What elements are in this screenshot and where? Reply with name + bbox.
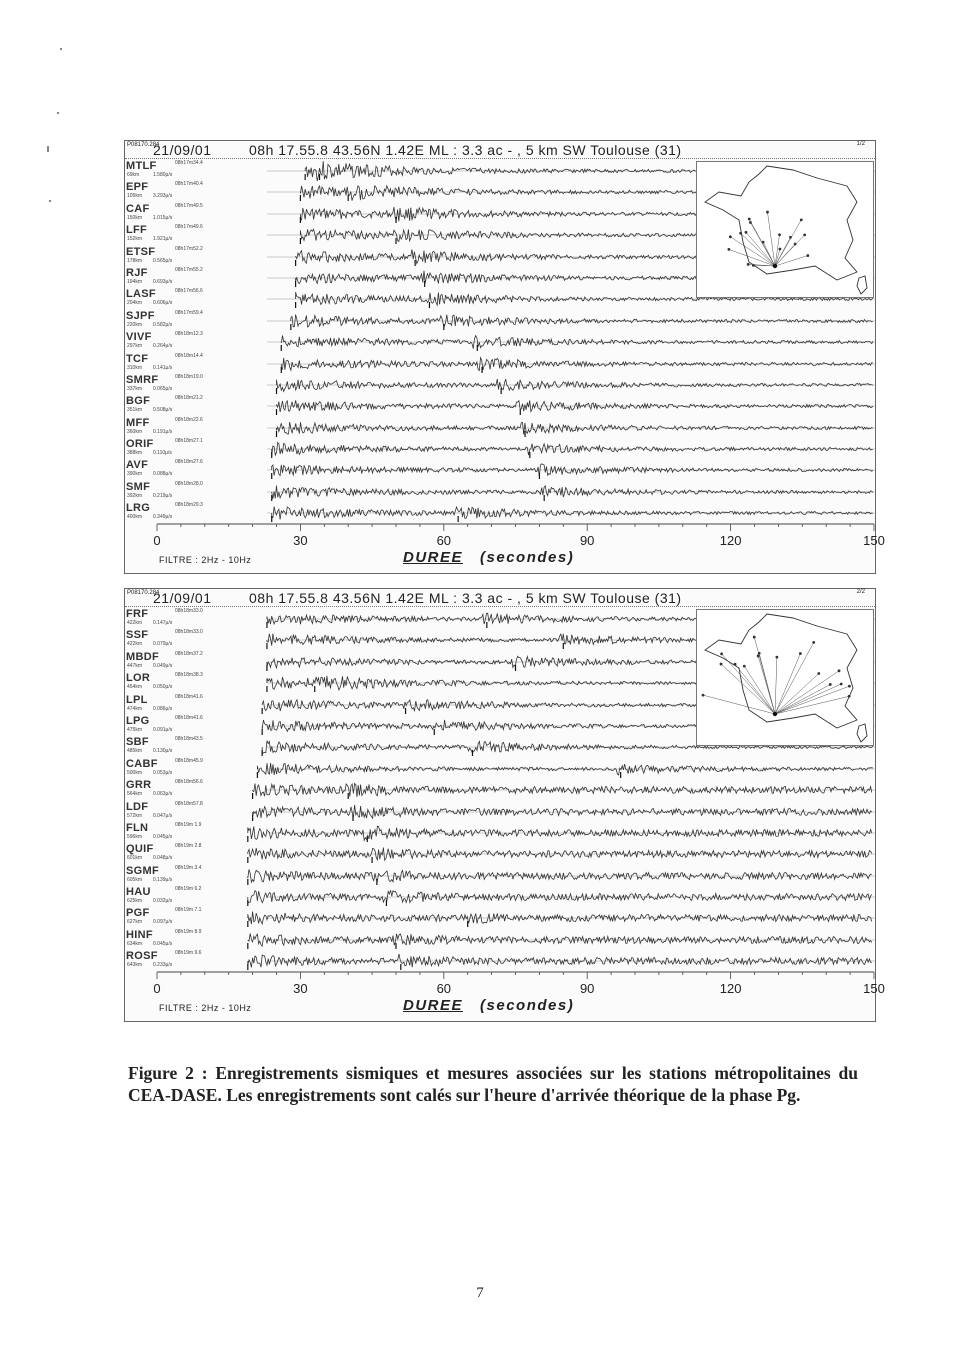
station-amplitude: 0.097μ/s [153, 919, 173, 926]
tick-label: 60 [436, 981, 452, 996]
time-axis [125, 523, 885, 575]
origin-id: P08170.284 [127, 590, 160, 596]
station-amplitude: 0.219μ/s [153, 492, 173, 499]
arrival-time: 08h19m 6.2 [175, 886, 202, 893]
station-row [125, 949, 875, 970]
tick-label: 150 [863, 533, 885, 548]
axis-title [403, 549, 574, 566]
station-dot [748, 218, 751, 221]
axis-ticks [125, 523, 875, 533]
station-dot [829, 683, 832, 686]
waveform-trace [125, 864, 875, 885]
station-ray [741, 233, 775, 266]
filter-label: FILTRE : 2Hz - 10Hz [159, 555, 252, 565]
arrival-time: 08h17m49.6 [175, 224, 203, 231]
epicenter-marker [773, 712, 777, 716]
station-distance: 310km [127, 364, 143, 371]
station-dot [838, 669, 841, 672]
station-distance: 454km [127, 684, 143, 691]
waveform-trace [125, 309, 875, 330]
station-distance: 220km [127, 321, 143, 328]
station-code: ETSF [126, 245, 156, 258]
station-distance: 643km [127, 962, 143, 969]
station-amplitude: 0.264μ/s [153, 343, 173, 350]
arrival-time: 08h17m49.5 [175, 202, 203, 209]
station-ray [775, 673, 819, 714]
arrival-time: 08h19m 2.8 [175, 843, 202, 850]
station-code: PGF [126, 907, 150, 920]
station-amplitude: 0.053μ/s [153, 769, 173, 776]
station-distance: 500km [127, 769, 143, 776]
station-dot [848, 695, 851, 698]
station-ray [775, 642, 814, 714]
station-distance: 204km [127, 300, 143, 307]
arrival-time: 08h17m34.4 [175, 160, 203, 166]
waveform-trace [125, 330, 875, 351]
station-code: LDF [126, 800, 149, 813]
station-dot [806, 254, 809, 257]
france-map [697, 162, 873, 297]
station-row [125, 885, 875, 906]
axis-title-unit: (secondes) [480, 549, 575, 566]
arrival-time: 08h18m37.2 [175, 650, 203, 657]
france-map [697, 610, 873, 745]
panel-page: 2/2 [856, 589, 865, 595]
station-distance: 337km [127, 385, 143, 392]
filter-label: FILTRE : 2Hz - 10Hz [159, 1003, 252, 1013]
arrival-time: 08h18m28.0 [175, 480, 203, 487]
station-amplitude: 0.141μ/s [153, 364, 173, 371]
station-amplitude: 0.088μ/s [153, 471, 173, 478]
station-row [125, 352, 875, 373]
station-code: SMF [126, 480, 151, 493]
station-distance: 388km [127, 450, 143, 457]
station-amplitude: 0.045μ/s [153, 833, 173, 840]
arrival-time: 08h19m 3.4 [175, 864, 202, 871]
waveform-path [253, 804, 872, 817]
station-code: MFF [126, 416, 150, 429]
event-date: 21/09/01 [153, 590, 212, 606]
figure-caption: Figure 2 : Enregistrements sismiques et mesures associées sur les stations métropolitaines du CEA-DASE. Les enregistrements sont calés sur l'heure d'arrivée théorique de la phase Pg. [128, 1063, 858, 1105]
station-dot [743, 665, 746, 668]
station-code: SMRF [126, 373, 159, 386]
panel-header [125, 141, 875, 159]
station-dot [734, 663, 737, 666]
station-dot [720, 663, 723, 666]
station-amplitude: 0.130μ/s [153, 748, 173, 755]
station-code: SJPF [126, 309, 155, 322]
station-code: ORIF [126, 438, 154, 451]
axis-title-main: DUREE [403, 997, 464, 1014]
arrival-time: 08h18m19.0 [175, 373, 203, 380]
station-amplitude: 1.580μ/s [153, 172, 173, 178]
station-dot [729, 235, 732, 238]
arrival-time: 08h18m41.6 [175, 693, 203, 700]
origin-id: P08170.284 [127, 142, 160, 148]
station-amplitude: 0.147μ/s [153, 620, 173, 626]
event-info: 08h 17.55.8 43.56N 1.42E ML : 3.3 ac - , 5 km SW Toulouse (31) [249, 590, 682, 606]
waveform-path [248, 954, 872, 968]
waveform-trace [125, 394, 875, 415]
station-distance: 596km [127, 833, 143, 840]
waveform-trace [125, 373, 875, 394]
station-ray [775, 684, 841, 714]
station-dot [775, 656, 778, 659]
station-ray [775, 657, 777, 714]
arrival-time: 08h18m33.0 [175, 629, 203, 636]
station-amplitude: 0.349μ/s [153, 514, 173, 521]
station-distance: 150km [127, 214, 143, 221]
axis-title-unit: (secondes) [480, 997, 575, 1014]
waveform-path [272, 443, 873, 456]
tick-label: 0 [153, 981, 161, 996]
station-dot [702, 694, 705, 697]
station-dot [747, 263, 750, 266]
station-row [125, 842, 875, 863]
france-outline [705, 166, 857, 280]
arrival-time: 08h18m45.9 [175, 757, 203, 764]
station-ray [775, 684, 830, 714]
station-dot [800, 218, 803, 221]
station-row [125, 800, 875, 821]
station-distance: 360km [127, 428, 143, 435]
event-date: 21/09/01 [153, 142, 212, 158]
station-distance: 194km [127, 278, 143, 285]
station-row [125, 330, 875, 351]
arrival-time: 08h18m21.2 [175, 395, 203, 402]
station-dot [799, 652, 802, 655]
arrival-time: 08h18m57.8 [175, 800, 203, 807]
station-distance: 601km [127, 855, 143, 862]
station-code: GRR [126, 779, 152, 792]
station-amplitude: 0.091μ/s [153, 726, 173, 733]
station-code: LPL [126, 693, 148, 706]
waveform-trace [125, 437, 875, 458]
waveform-trace [125, 800, 875, 821]
arrival-time: 08h17m59.4 [175, 309, 203, 316]
seismogram-panel-1 [124, 140, 885, 574]
station-dot [817, 672, 820, 675]
tick-label: 120 [719, 533, 742, 548]
waveform-trace [125, 757, 875, 778]
arrival-time: 08h17m40.4 [175, 181, 203, 188]
station-distance: 297km [127, 343, 143, 350]
arrival-time: 08h18m33.0 [175, 608, 203, 614]
waveform-trace [125, 842, 875, 863]
station-amplitude: 0.693μ/s [153, 278, 173, 285]
station-amplitude: 0.032μ/s [153, 898, 173, 905]
waveform-trace [125, 480, 875, 501]
corsica-outline [857, 724, 867, 742]
scan-speck [49, 200, 51, 202]
station-amplitude: 0.139μ/s [153, 876, 173, 883]
station-code: LOR [126, 672, 151, 685]
seismogram-panel-2 [124, 588, 885, 1022]
station-dot [803, 233, 806, 236]
station-amplitude: 0.110μ/s [153, 450, 172, 457]
station-dot [753, 636, 756, 639]
arrival-time: 08h18m43.5 [175, 736, 203, 743]
station-code: LRG [126, 502, 151, 515]
station-ray [775, 686, 849, 714]
arrival-time: 08h19m 9.6 [175, 950, 202, 957]
arrival-time: 08h18m22.6 [175, 416, 203, 423]
station-amplitude: 0.565μ/s [153, 257, 173, 264]
tick-label: 90 [579, 533, 595, 548]
waveform-trace [125, 352, 875, 373]
station-row [125, 906, 875, 927]
station-distance: 390km [127, 471, 143, 478]
arrival-time: 08h18m29.3 [175, 502, 203, 509]
station-distance: 152km [127, 236, 143, 243]
station-code: FRF [126, 608, 149, 620]
station-code: EPF [126, 181, 149, 194]
station-distance: 627km [127, 919, 143, 926]
arrival-time: 08h19m 1.9 [175, 821, 202, 828]
station-ray [730, 237, 775, 266]
station-code: ROSF [126, 950, 158, 963]
station-dot [720, 652, 723, 655]
station-ray [775, 671, 839, 714]
arrival-time: 08h18m14.4 [175, 352, 203, 359]
station-ray [703, 695, 775, 714]
station-amplitude: 0.045μ/s [153, 940, 173, 947]
waveform-trace [125, 949, 875, 970]
epicenter-marker [773, 264, 777, 268]
station-distance: 485km [127, 748, 143, 755]
panel-page: 1/2 [856, 141, 865, 147]
waveform-trace [125, 458, 875, 479]
station-dot [745, 231, 748, 234]
station-dot [779, 248, 782, 251]
scan-speck [47, 146, 49, 152]
station-code: SSF [126, 629, 149, 642]
station-ray [735, 664, 775, 714]
arrival-time: 08h17m52.2 [175, 245, 203, 252]
station-dot [840, 683, 843, 686]
station-code: LFF [126, 224, 148, 237]
station-amplitude: 1.015μ/s [153, 214, 173, 221]
waveform-trace [125, 906, 875, 927]
corsica-outline [857, 276, 867, 294]
axis-ticks [125, 971, 875, 981]
station-amplitude: 0.606μ/s [153, 300, 173, 307]
station-row [125, 757, 875, 778]
waveform-trace [125, 501, 875, 522]
station-distance: 422km [127, 620, 143, 626]
station-amplitude: 0.582μ/s [153, 321, 173, 328]
station-distance: 474km [127, 705, 143, 712]
station-distance: 572km [127, 812, 143, 819]
station-row [125, 928, 875, 949]
station-code: FLN [126, 821, 149, 834]
station-dot [848, 685, 851, 688]
tick-label: 30 [293, 981, 308, 996]
station-code: RJF [126, 266, 148, 279]
event-info: 08h 17.55.8 43.56N 1.42E ML : 3.3 ac - , 5 km SW Toulouse (31) [249, 142, 682, 158]
tick-label: 0 [153, 533, 161, 548]
station-amplitude: 0.191μ/s [153, 428, 173, 435]
station-row [125, 864, 875, 885]
station-row [125, 416, 875, 437]
station-code: VIVF [126, 331, 152, 344]
tick-label: 60 [436, 533, 452, 548]
station-amplitude: 0.048μ/s [153, 855, 173, 862]
arrival-time: 08h18m56.6 [175, 779, 203, 786]
arrival-time: 08h18m12.3 [175, 331, 203, 338]
station-distance: 392km [127, 492, 143, 499]
station-code: TCF [126, 352, 149, 365]
station-amplitude: 0.086μ/s [153, 705, 173, 712]
page-number: 7 [476, 1285, 484, 1301]
station-code: BGF [126, 395, 151, 408]
tick-label: 90 [579, 981, 595, 996]
station-code: LPG [126, 714, 150, 727]
station-ray [749, 219, 775, 266]
waveform-trace [125, 416, 875, 437]
station-distance: 447km [127, 662, 143, 669]
axis-title [403, 997, 574, 1014]
station-row [125, 309, 875, 330]
station-row [125, 437, 875, 458]
arrival-time: 08h19m 7.1 [175, 907, 202, 914]
station-dot [778, 233, 781, 236]
tick-label: 120 [719, 981, 742, 996]
station-distance: 400km [127, 514, 143, 521]
station-code: SBF [126, 736, 149, 749]
station-distance: 634km [127, 940, 143, 947]
station-distance: 178km [127, 257, 143, 264]
scan-speck [57, 112, 59, 114]
station-distance: 422km [127, 641, 143, 648]
arrival-time: 08h18m38.3 [175, 672, 203, 679]
time-axis [125, 971, 885, 1023]
station-row [125, 480, 875, 501]
arrival-time: 08h18m27.1 [175, 438, 203, 445]
waveform-trace [125, 821, 875, 842]
station-dot [727, 248, 730, 251]
station-map-inset [696, 161, 874, 298]
station-distance: 564km [127, 791, 143, 798]
station-code: QUIF [126, 843, 154, 856]
waveform-trace [125, 885, 875, 906]
station-code: CABF [126, 757, 158, 770]
arrival-time: 08h17m56.6 [175, 288, 203, 295]
station-distance: 105km [127, 193, 143, 200]
tick-label: 150 [863, 981, 885, 996]
waveform-trace [125, 928, 875, 949]
station-distance: 475km [127, 726, 143, 733]
station-code: MBDF [126, 650, 159, 663]
arrival-time: 08h17m55.2 [175, 266, 203, 273]
scan-speck [60, 48, 62, 50]
station-amplitude: 0.508μ/s [153, 407, 173, 414]
station-row [125, 501, 875, 522]
station-code: HINF [126, 928, 153, 941]
arrival-time: 08h18m27.6 [175, 459, 203, 466]
station-distance: 605km [127, 876, 143, 883]
panel-header [125, 589, 875, 607]
station-dot [766, 211, 769, 214]
station-code: MTLF [126, 160, 157, 172]
station-code: HAU [126, 886, 151, 899]
station-distance: 69km [127, 172, 140, 178]
station-amplitude: 0.063μ/s [153, 791, 173, 798]
station-map-inset [696, 609, 874, 746]
station-code: SGMF [126, 864, 159, 877]
station-ray [775, 654, 800, 714]
station-distance: 351km [127, 407, 143, 414]
station-code: CAF [126, 202, 150, 215]
arrival-time: 08h18m41.6 [175, 714, 203, 721]
station-amplitude: 0.065μ/s [153, 385, 173, 392]
station-dot [812, 641, 815, 644]
station-amplitude: 0.079μ/s [153, 641, 173, 648]
station-dot [739, 232, 742, 235]
station-code: LASF [126, 288, 156, 301]
waveform-trace [125, 778, 875, 799]
station-ray [775, 696, 849, 714]
station-row [125, 394, 875, 415]
station-amplitude: 0.049μ/s [153, 662, 173, 669]
station-amplitude: 0.047μ/s [153, 812, 173, 819]
station-code: AVF [126, 459, 149, 472]
station-amplitude: 1.921μ/s [153, 236, 173, 243]
station-row [125, 778, 875, 799]
station-amplitude: 0.050μ/s [153, 684, 173, 691]
station-row [125, 821, 875, 842]
station-amplitude: 3.293μ/s [153, 193, 173, 200]
axis-title-main: DUREE [403, 549, 464, 566]
station-amplitude: 0.233μ/s [153, 962, 173, 969]
arrival-time: 08h19m 8.9 [175, 928, 202, 935]
waveform-path [281, 357, 873, 370]
station-row [125, 373, 875, 394]
waveform-path [248, 826, 872, 840]
station-row [125, 458, 875, 479]
station-distance: 625km [127, 898, 143, 905]
tick-label: 30 [293, 533, 308, 548]
